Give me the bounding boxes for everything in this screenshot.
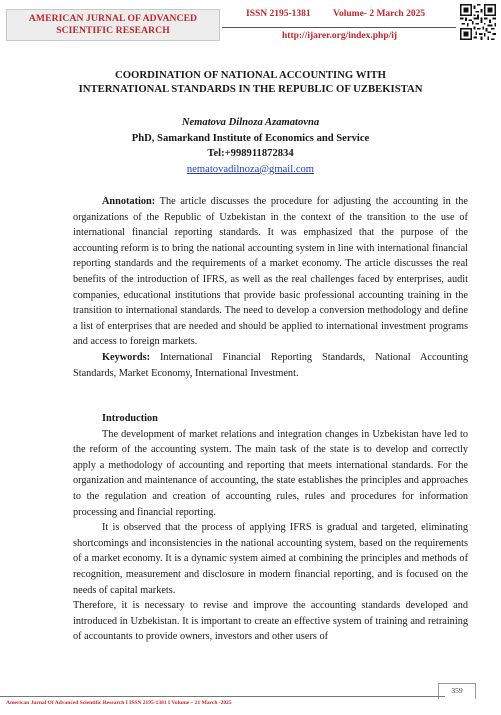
author-block [40,115,461,177]
annotation-text: The article discusses the procedure for adjusting the accounting in the organizations of the Republic of Uzbekistan in the context of the transition to the use of international financial reporting standards. It was emphasized that the purpose of the accounting reform is to bring the national accounting system in line with international financial reporting standards and the requirements of a market economy. The article discusses the real benefits of the introduction of IFRS, as well as the real challenges faced by enterprises, audit companies, educational institutions that provide basic professional accounting training in the transition to international standards. The need to develop a conversion methodology and define a list of enterprises that are needed and should be applied to international investment programs and access to foreign markets. [73,196,468,348]
journal-title-line2: SCIENTIFIC RESEARCH [56,25,170,36]
journal-url-link[interactable]: http://ijarer.org/index.php/ij [282,31,398,41]
introduction-paragraph-3: Therefore, it is necessary to revise and improve the accounting standards developed and introduced in Uzbekistan. It is important to create an effective system of training and retraining of accountants to provide owners, investors and other users of [73,600,468,643]
article-title-line2: INTERNATIONAL STANDARDS IN THE REPUBLIC OF UZBEKISTAN [78,83,423,95]
article-title-line1: COORDINATION OF NATIONAL ACCOUNTING WITH [115,69,386,81]
introduction-paragraph-1: The development of market relations and integration changes in Uzbekistan have led to the reform of the accounting system. The main task of the state is to develop and correctly apply a methodology of accounting and reporting that meets international standards. For the organization and maintenance of accounting, the state establishes the principles and approaches to the regulation and creation of accounting rules, rules and procedures for information processing and financial reporting. [73,428,468,518]
introduction-heading: Introduction [102,413,158,424]
author-phone: Tel:+998911872834 [207,148,294,159]
keywords-paragraph [73,350,468,381]
footer-citation: American Jurnal Of Advanced Scientific Research I ISSN 2195-1381 I Volume – 21 March -2025 [6,700,232,706]
author-name: Nematova Dilnoza Azamatovna [181,117,320,128]
keywords-label: Keywords: [102,351,151,363]
header-divider [222,27,456,28]
journal-header [0,0,501,52]
annotation-label: Annotation: [102,196,156,207]
journal-title-box [6,9,220,41]
introduction-section [73,411,468,645]
author-affiliation: PhD, Samarkand Institute of Economics and Service [131,132,370,144]
footer-divider [0,696,445,697]
article-title [40,68,461,96]
volume: Volume- 2 March 2025 [333,9,426,19]
journal-title [29,13,197,37]
keywords-text: International Financial Reporting Standards, National Accounting Standards, Market Economy, International Investment. [73,351,468,379]
qr-code-icon [460,4,496,40]
introduction-paragraph-2: It is observed that the process of applying IFRS is gradual and targeted, eliminating shortcomings and inconsistencies in the national accounting system, based on the requirements of a market economy. It is a dynamic system aimed at combining the principles and methods of recognition, measurement and disclosure in modern financial reporting, and is focused on the needs of capital markets. [73,522,468,596]
author-email-link[interactable]: nematovadilnoza@gmail.com [186,163,315,175]
annotation-paragraph [73,194,468,350]
journal-title-line1: AMERICAN JURNAL OF ADVANCED [28,13,198,24]
issn: ISSN 2195-1381 [246,9,311,19]
annotation-section [73,194,468,381]
page-number: 359 [438,683,476,699]
